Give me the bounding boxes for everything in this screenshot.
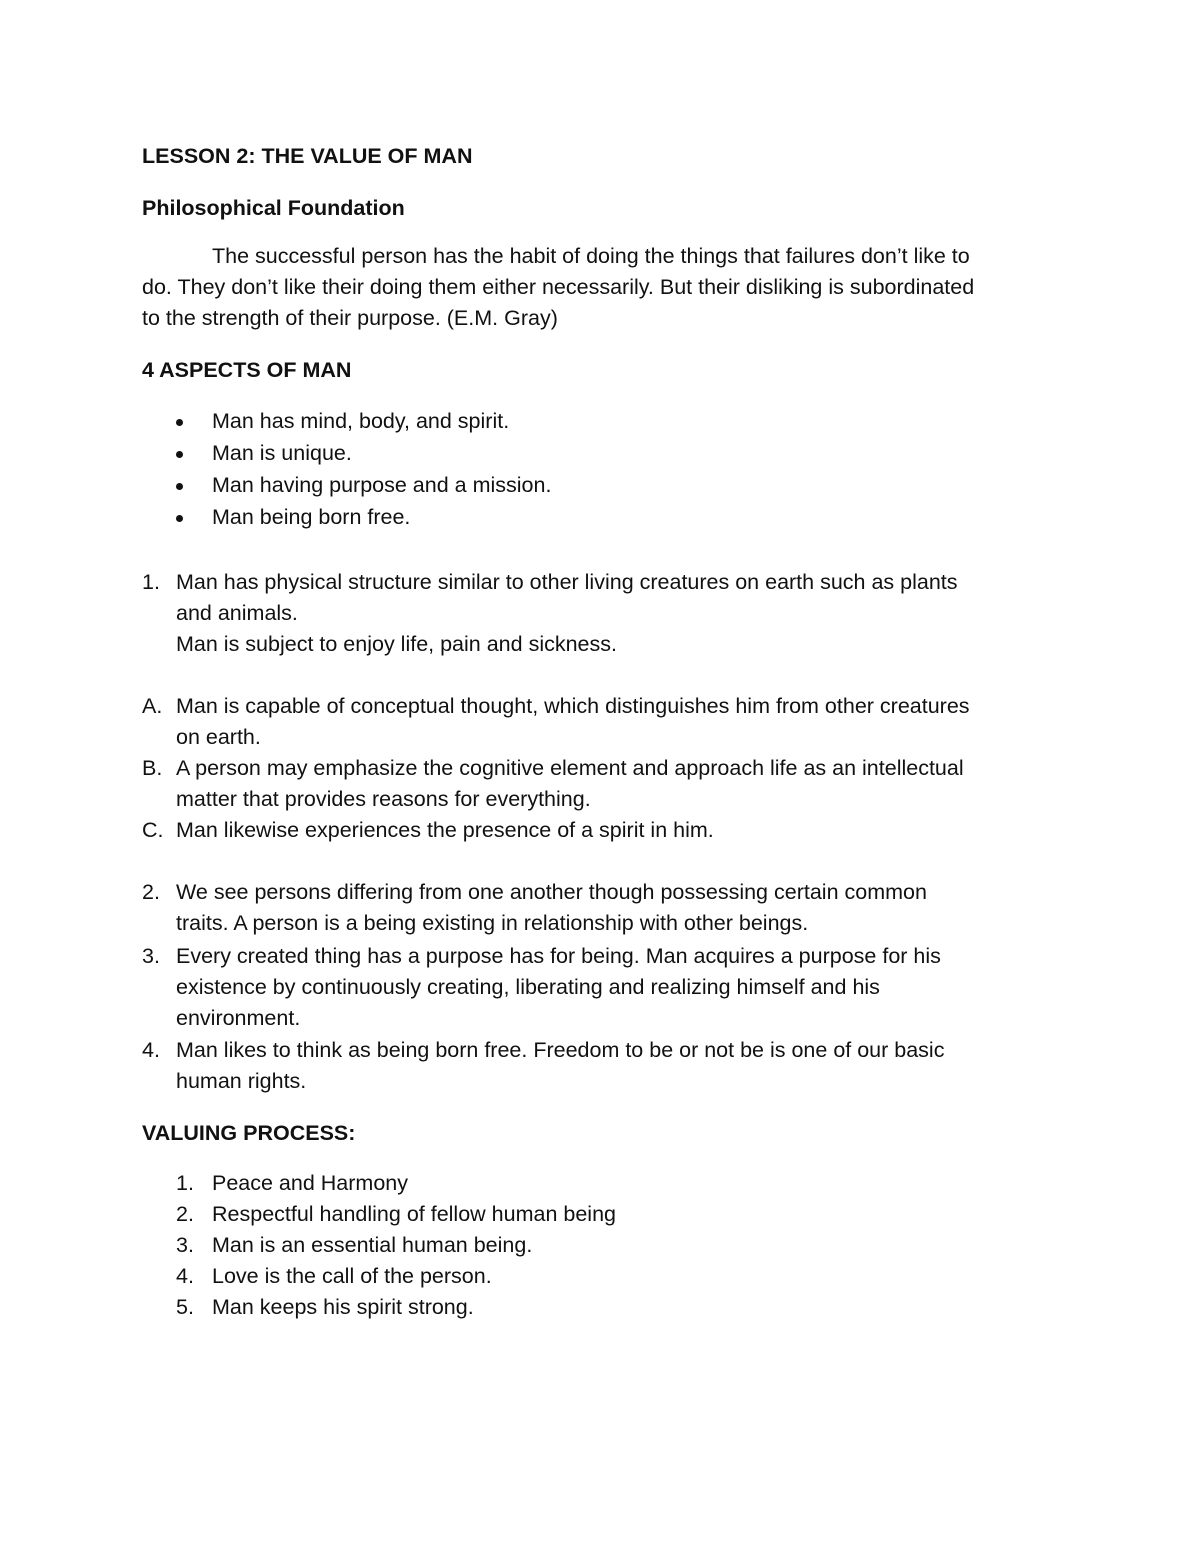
- list-marker: 4.: [142, 1038, 160, 1062]
- list-item: Man is an essential human being.: [212, 1233, 533, 1257]
- list-marker: B.: [142, 756, 163, 780]
- list-item-line: Man is subject to enjoy life, pain and sickness.: [176, 632, 617, 656]
- list-item-line: A person may emphasize the cognitive element and approach life as an intellectual: [176, 756, 964, 780]
- list-item-line: Every created thing has a purpose has for being. Man acquires a purpose for his: [176, 944, 941, 968]
- list-marker: 5.: [176, 1295, 194, 1319]
- list-item-line: We see persons differing from one another though possessing certain common: [176, 880, 927, 904]
- bullet-dot-icon: [176, 419, 183, 426]
- list-item: Man has mind, body, and spirit.: [212, 409, 510, 433]
- quote-line: to the strength of their purpose. (E.M. Gray): [142, 306, 558, 330]
- list-item: Man having purpose and a mission.: [212, 473, 552, 497]
- lesson-title: LESSON 2: THE VALUE OF MAN: [142, 144, 473, 168]
- list-item: Respectful handling of fellow human being: [212, 1202, 616, 1226]
- list-item-line: on earth.: [176, 725, 261, 749]
- bullet-dot-icon: [176, 483, 183, 490]
- section-heading-valuing: VALUING PROCESS:: [142, 1121, 356, 1145]
- list-marker: 1.: [142, 570, 160, 594]
- list-marker: 3.: [176, 1233, 194, 1257]
- list-item: Man keeps his spirit strong.: [212, 1295, 474, 1319]
- list-item-line: matter that provides reasons for everything.: [176, 787, 591, 811]
- list-item: Man being born free.: [212, 505, 411, 529]
- bullet-dot-icon: [176, 515, 183, 522]
- quote-line: The successful person has the habit of doing the things that failures don’t like to: [212, 244, 970, 268]
- list-item-line: Man is capable of conceptual thought, which distinguishes him from other creatures: [176, 694, 970, 718]
- list-marker: A.: [142, 694, 163, 718]
- list-marker: 4.: [176, 1264, 194, 1288]
- list-item-line: traits. A person is a being existing in relationship with other beings.: [176, 911, 809, 935]
- section-heading-philosophical: Philosophical Foundation: [142, 196, 405, 220]
- list-marker: 2.: [176, 1202, 194, 1226]
- list-item-line: human rights.: [176, 1069, 307, 1093]
- section-heading-aspects: 4 ASPECTS OF MAN: [142, 358, 352, 382]
- list-item: Love is the call of the person.: [212, 1264, 492, 1288]
- list-marker: C.: [142, 818, 164, 842]
- quote-line: do. They don’t like their doing them either necessarily. But their disliking is subordinated: [142, 275, 975, 299]
- list-item-line: and animals.: [176, 601, 298, 625]
- list-item-line: Man likewise experiences the presence of a spirit in him.: [176, 818, 714, 842]
- bullet-dot-icon: [176, 451, 183, 458]
- list-item-line: Man likes to think as being born free. Freedom to be or not be is one of our basic: [176, 1038, 945, 1062]
- list-item-line: Man has physical structure similar to other living creatures on earth such as plants: [176, 570, 958, 594]
- list-marker: 1.: [176, 1171, 194, 1195]
- list-marker: 3.: [142, 944, 160, 968]
- list-marker: 2.: [142, 880, 160, 904]
- list-item-line: existence by continuously creating, liberating and realizing himself and his: [176, 975, 880, 999]
- list-item: Man is unique.: [212, 441, 352, 465]
- list-item: Peace and Harmony: [212, 1171, 408, 1195]
- list-item-line: environment.: [176, 1006, 301, 1030]
